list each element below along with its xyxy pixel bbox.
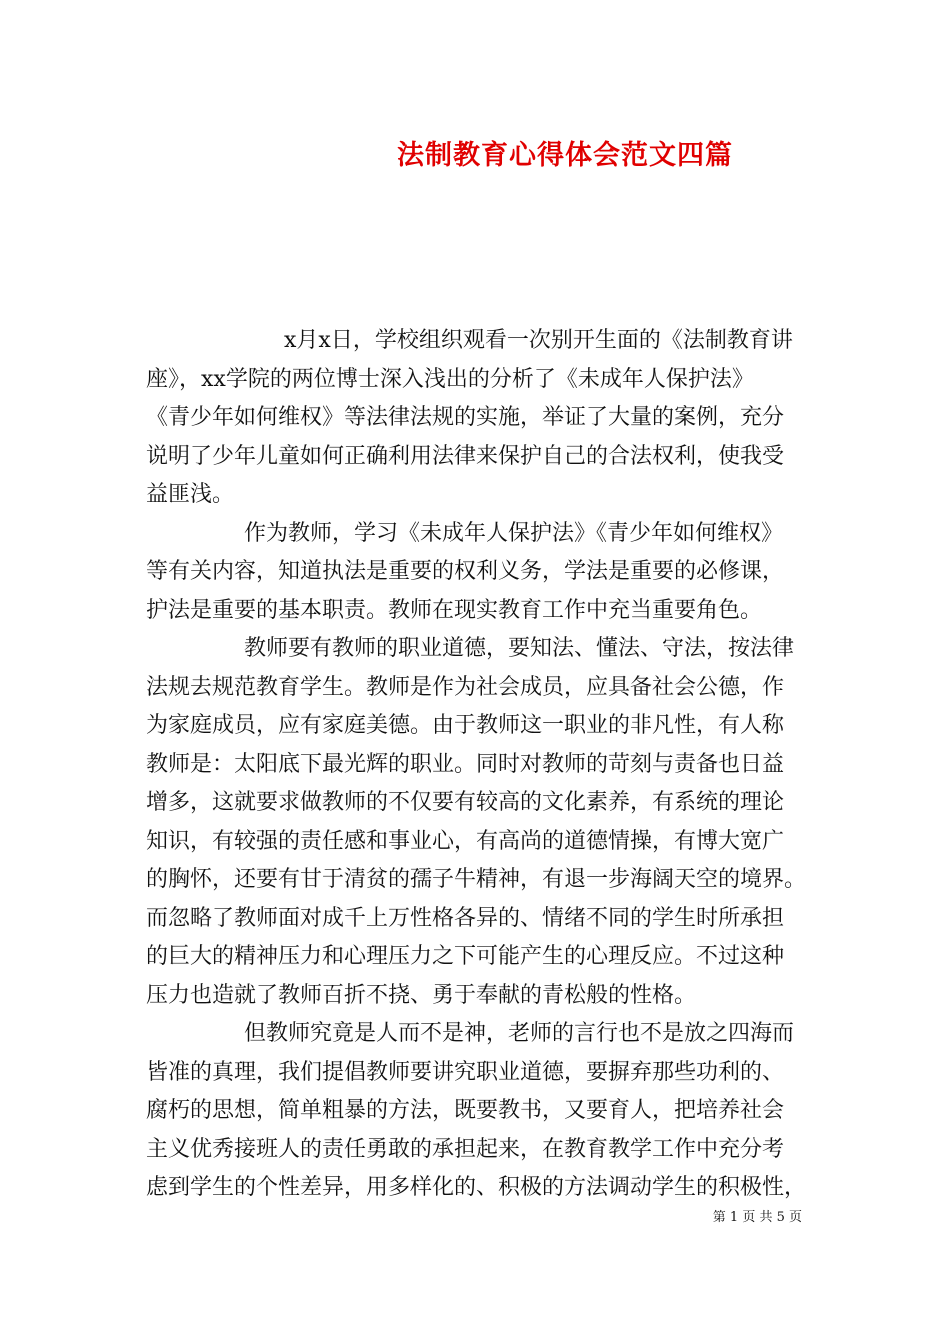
text-line: 主义优秀接班人的责任勇敢的承担起来，在教育教学工作中充分考 xyxy=(146,1136,785,1162)
page-footer: 第 1 页 共 5 页 xyxy=(712,1210,802,1225)
paragraph-3 xyxy=(146,630,846,1015)
text-line: 益匪浅。 xyxy=(146,482,235,507)
text-line: 虑到学生的个性差异，用多样化的、积极的方法调动学生的积极性， xyxy=(146,1175,807,1200)
text-line: 作为教师，学习《未成年人保护法》《青少年如何维权》 xyxy=(244,520,784,546)
document-body xyxy=(146,322,846,1208)
text-line: 护法是重要的基本职责。教师在现实教育工作中充当重要角色。 xyxy=(146,597,763,623)
text-line: 等有关内容，知道执法是重要的权利义务，学法是重要的必修课， xyxy=(146,559,785,584)
paragraph-4 xyxy=(146,1015,846,1208)
paragraph-1 xyxy=(146,322,846,515)
text-line: 教师是：太阳底下最光辉的职业。同时对教师的苛刻与责备也日益 xyxy=(146,751,785,777)
text-line: 压力也造就了教师百折不挠、勇于奉献的青松般的性格。 xyxy=(146,982,697,1008)
text-line: 座》，xx学院的两位博士深入浅出的分析了《未成年人保护法》 xyxy=(146,366,754,392)
text-line: 但教师究竟是人而不是神，老师的言行也不是放之四海而 xyxy=(244,1021,795,1046)
text-line: 法规去规范教育学生。教师是作为社会成员，应具备社会公德，作 xyxy=(146,674,785,700)
text-line: 而忽略了教师面对成千上万性格各异的、情绪不同的学生时所承担 xyxy=(146,905,785,931)
text-line: 的胸怀，还要有甘于清贫的孺子牛精神，有退一步海阔天空的境界。 xyxy=(146,867,807,892)
text-line: 教师要有教师的职业道德，要知法、懂法、守法，按法律 xyxy=(244,636,795,661)
text-line: 《青少年如何维权》等法律法规的实施，举证了大量的案例，充分 xyxy=(146,405,785,430)
text-line: 为家庭成员，应有家庭美德。由于教师这一职业的非凡性，有人称 xyxy=(146,713,785,738)
paragraph-2 xyxy=(146,515,846,631)
document-title: 法制教育心得体会范文四篇 xyxy=(397,140,733,171)
text-line: 腐朽的思想，简单粗暴的方法，既要教书，又要育人，把培养社会 xyxy=(146,1098,785,1123)
text-line: 增多，这就要求做教师的不仅要有较高的文化素养，有系统的理论 xyxy=(146,790,785,815)
text-line: 知识，有较强的责任感和事业心，有高尚的道德情操，有博大宽广 xyxy=(146,828,785,854)
text-line: 的巨大的精神压力和心理压力之下可能产生的心理反应。不过这种 xyxy=(146,944,785,969)
text-line: x月x日，学校组织观看一次别开生面的《法制教育讲 xyxy=(284,328,793,353)
text-line: 说明了少年儿童如何正确利用法律来保护自己的合法权利，使我受 xyxy=(146,443,785,469)
text-line: 皆准的真理，我们提倡教师要讲究职业道德，要摒弃那些功利的、 xyxy=(146,1059,785,1085)
